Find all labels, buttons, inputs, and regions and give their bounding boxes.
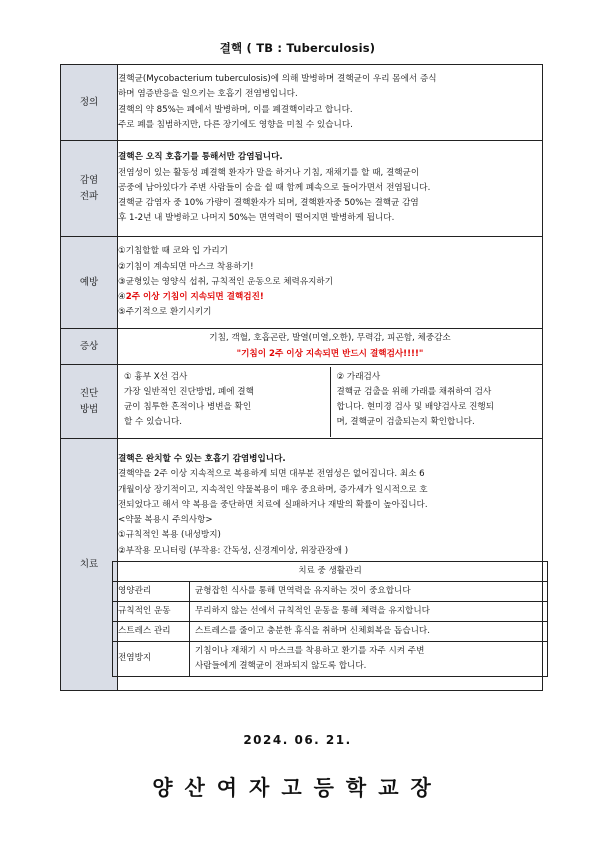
life-key: 스트레스 관리 — [113, 621, 190, 641]
page-title: 결핵 ( TB : Tuberculosis) — [219, 41, 376, 55]
text-line: <약물 복용시 주의사항> — [118, 515, 213, 526]
life-header: 치료 중 생활관리 — [113, 561, 548, 581]
row-diagnosis — [61, 365, 543, 439]
life-management-table — [112, 561, 548, 677]
transmission-heading: 결핵은 오직 호흡기를 통해서만 감염됩니다. — [118, 152, 283, 163]
diag-line: 며, 결핵균이 검출되는지 확인합니다. — [336, 417, 475, 428]
row-prevention — [61, 237, 543, 329]
label-line: 감염 — [79, 174, 99, 186]
life-key: 규칙적인 운동 — [113, 601, 190, 621]
text-line: 후 1-2년 내 발병하고 나머지 50%는 면역력이 떨어지면 발병하게 됩니다. — [118, 213, 395, 224]
symptoms-warning: "기침이 2주 이상 지속되면 반드시 결핵검사!!!!" — [236, 348, 424, 359]
item-number: ④ — [118, 292, 126, 303]
life-key: 전염방지 — [113, 641, 190, 676]
symptoms-list: 기침, 객혈, 호흡곤란, 발열(미열,오한), 무력감, 피곤함, 체중감소 — [209, 333, 451, 344]
row-treatment — [61, 439, 543, 691]
label-diagnosis — [61, 365, 118, 439]
diag-line: ① 흉부 X선 검사 — [124, 371, 188, 382]
life-value: 스트레스를 줄이고 충분한 휴식을 취하며 신체회복을 돕습니다. — [190, 621, 548, 641]
diag-line: 할 수 있습니다. — [124, 417, 183, 428]
label-transmission — [61, 141, 118, 237]
prevention-item: ②기침이 계속되면 마스크 착용하기! — [118, 261, 254, 272]
row-transmission — [61, 141, 543, 237]
diagnosis-content — [118, 365, 543, 439]
life-value: 무리하지 않는 선에서 규칙적인 운동을 통해 체력을 유지합니다 — [190, 601, 548, 621]
diag-line: 결핵균 검출을 위해 가래를 채취하여 검사 — [336, 386, 492, 397]
life-value-line: 기침이나 재채기 시 마스크를 착용하고 환기를 자주 시켜 주변 — [195, 645, 425, 656]
definition-content — [118, 65, 543, 141]
life-header-row — [113, 561, 548, 581]
text-line: 결핵의 약 85%는 폐에서 발병하며, 이를 폐결핵이라고 합니다. — [118, 104, 353, 115]
prevention-item — [118, 290, 542, 305]
life-value-line: 사람들에게 결핵균이 전파되지 않도록 합니다. — [195, 660, 367, 671]
diagnosis-sputum — [330, 367, 543, 437]
text-line: 공중에 남아있다가 주변 사람들이 숨을 쉴 때 함께 폐속으로 들어가면서 전염됩니다. — [118, 182, 431, 193]
symptoms-content — [118, 329, 543, 365]
text-line: 결핵균 감염자 중 10% 가량이 결핵환자가 되며, 결핵환자중 50%는 결핵균 감염 — [118, 198, 419, 209]
prevention-highlight: 2주 이상 기침이 지속되면 결핵검진! — [125, 292, 264, 303]
text-line: ②부작용 모니터링 (부작용: 간독성, 신경계이상, 위장관장애 ) — [118, 545, 349, 556]
prevention-item: ⑤주기적으로 환기시키기 — [118, 307, 212, 318]
text-line: 전염성이 있는 활동성 폐결핵 환자가 말을 하거나 기침, 재채기를 할 때, 결핵균이 — [118, 167, 420, 178]
life-row — [113, 581, 548, 601]
row-definition — [61, 65, 543, 141]
text-line: 전되었다고 해서 약 복용을 중단하면 치료에 실패하거나 재발의 확률이 높아집니다. — [118, 499, 428, 510]
text-line: 주로 폐를 침범하지만, 다른 장기에도 영향을 미칠 수 있습니다. — [118, 119, 353, 130]
treatment-content — [118, 439, 543, 691]
diagnosis-grid — [118, 367, 542, 437]
life-row — [113, 621, 548, 641]
row-symptoms — [61, 329, 543, 365]
text-line: ①규칙적인 복용 (내성방지) — [118, 530, 221, 541]
diag-line: 균이 침투한 흔적이나 병변을 확인 — [124, 401, 252, 412]
text-line: 하며 염증반응을 일으키는 호흡기 전염병입니다. — [118, 89, 298, 100]
prevention-item: ①기침할할 때 코와 입 가리기 — [118, 246, 228, 257]
life-row — [113, 641, 548, 676]
text-line: 결핵균(Mycobacterium tuberculosis)에 의해 발병하며 결핵균이 우리 몸에서 증식 — [118, 74, 437, 85]
diag-line: 합니다. 현미경 검사 및 배양검사로 진행되 — [336, 401, 495, 412]
text-line: 개월이상 장기적이고, 지속적인 약물복용이 매우 중요하며, 증가세가 일시적으로 호 — [118, 484, 428, 495]
diag-line: 가장 일반적인 진단방법, 폐에 결핵 — [124, 386, 254, 397]
label-treatment: 치료 — [61, 439, 118, 691]
issuer-signature: 양산여자고등학교장 — [152, 776, 443, 800]
label-definition: 정의 — [61, 65, 118, 141]
label-line: 진단 — [79, 387, 99, 399]
diagnosis-xray — [118, 367, 330, 437]
label-prevention: 예방 — [61, 237, 118, 329]
life-value — [190, 641, 548, 676]
treatment-heading: 결핵은 완치할 수 있는 호흡기 감염병입니다. — [118, 454, 286, 465]
label-symptoms: 증상 — [61, 329, 118, 365]
tb-info-table — [60, 64, 543, 691]
label-line: 전파 — [79, 190, 99, 202]
life-value: 균형잡힌 식사를 통해 면역력을 유지하는 것이 중요합니다 — [190, 581, 548, 601]
prevention-item: ③균형있는 영양식 섭취, 규칙적인 운동으로 체력유지하기 — [118, 276, 334, 287]
document-date: 2024. 06. 21. — [243, 733, 352, 747]
life-key: 영양관리 — [113, 581, 190, 601]
diag-line: ② 가래검사 — [336, 371, 381, 382]
text-line: 결핵약을 2주 이상 지속적으로 복용하게 되면 대부분 전염성은 없어집니다. 최소 6 — [118, 469, 425, 480]
label-line: 방법 — [79, 403, 99, 415]
life-row — [113, 601, 548, 621]
transmission-content — [118, 141, 543, 237]
prevention-content — [118, 237, 543, 329]
